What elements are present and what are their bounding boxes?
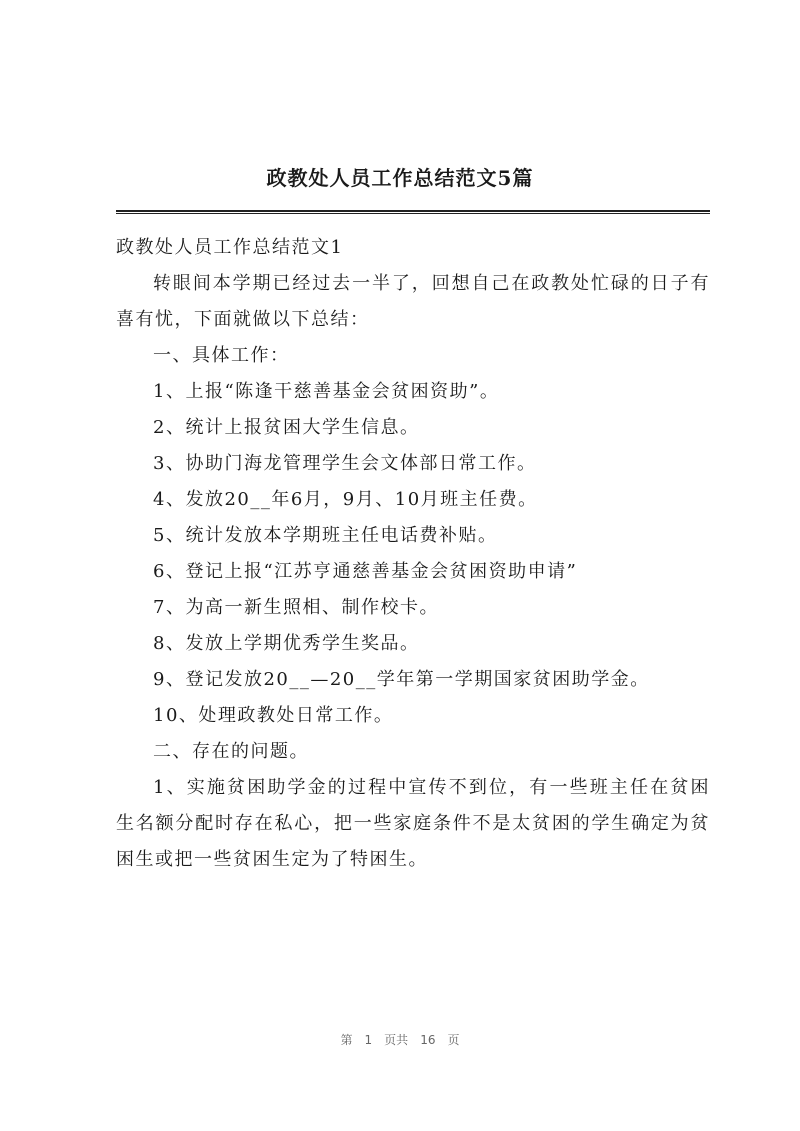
list-item: 4、发放20__年6月，9月、10月班主任费。 bbox=[153, 489, 538, 510]
title-divider bbox=[116, 210, 710, 214]
footer-label-of: 页共 bbox=[384, 1033, 409, 1047]
list-item: 2、统计上报贫困大学生信息。 bbox=[153, 417, 420, 438]
list-item: 9、登记发放20__—20__学年第一学期国家贫困助学金。 bbox=[153, 669, 650, 690]
list-item: 8、发放上学期优秀学生奖品。 bbox=[153, 633, 420, 654]
heading-specific-work: 一、具体工作： bbox=[153, 345, 290, 366]
document-title: 政教处人员工作总结范文5篇 bbox=[266, 166, 534, 190]
list-item: 3、协助门海龙管理学生会文体部日常工作。 bbox=[153, 453, 537, 474]
page-footer bbox=[0, 1031, 800, 1048]
footer-label-end: 页 bbox=[447, 1033, 460, 1047]
list-item: 1、上报“陈逢干慈善基金会贫困资助”。 bbox=[153, 381, 500, 402]
document-body bbox=[116, 230, 710, 878]
heading-problems: 二、存在的问题。 bbox=[153, 741, 309, 762]
list-item: 10、处理政教处日常工作。 bbox=[153, 705, 394, 726]
paragraph-intro: 转眼间本学期已经过去一半了，回想自己在政教处忙碌的日子有喜有忧，下面就做以下总结： bbox=[116, 273, 710, 330]
section-title: 政教处人员工作总结范文1 bbox=[116, 237, 344, 258]
list-item: 7、为高一新生照相、制作校卡。 bbox=[153, 597, 439, 618]
footer-label-page: 第 bbox=[340, 1033, 353, 1047]
list-item: 5、统计发放本学期班主任电话费补贴。 bbox=[153, 525, 498, 546]
list-item: 6、登记上报“江苏亨通慈善基金会贫困资助申请” bbox=[153, 561, 578, 582]
footer-page-number: 1 bbox=[364, 1033, 373, 1047]
footer-total-pages: 16 bbox=[420, 1033, 436, 1047]
paragraph-problem-1: 1、实施贫困助学金的过程中宣传不到位，有一些班主任在贫困生名额分配时存在私心，把一些家庭条件不是太贫困的学生确定为贫困生或把一些贫困生定为了特困生。 bbox=[116, 777, 710, 870]
